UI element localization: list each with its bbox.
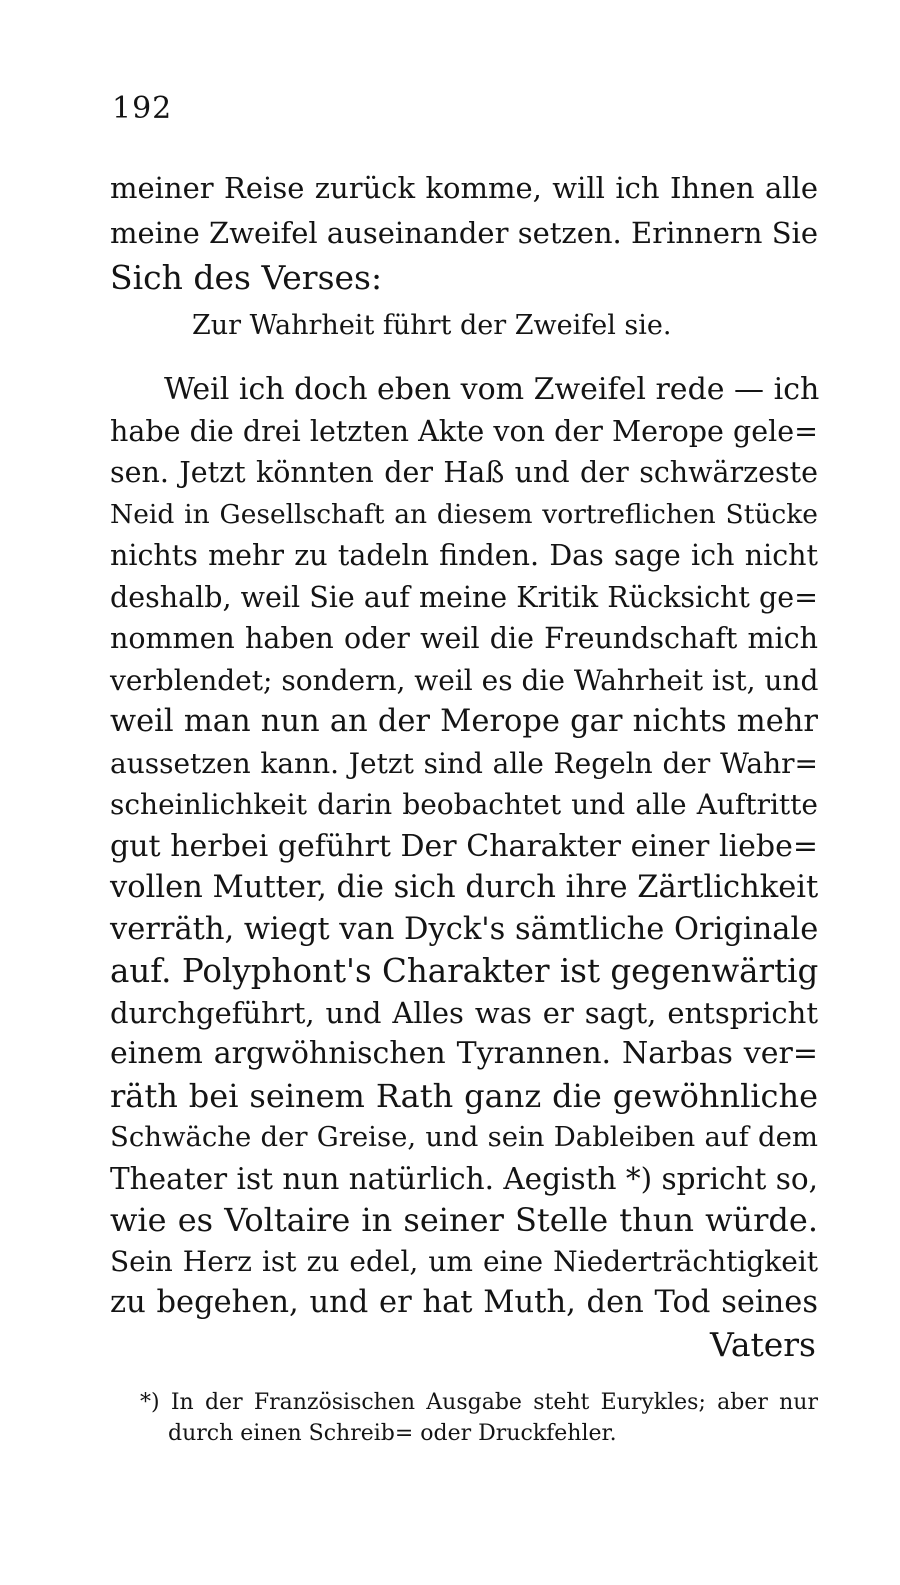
text-line: sen. Jetzt könnten der Haß und der schwärzeste: [110, 456, 818, 489]
verse-quote: Zur Wahrheit führt der Zweifel sie.: [192, 310, 672, 341]
text-line: habe die drei letzten Akte von der Merope gele=: [110, 415, 818, 448]
text-line: nichts mehr zu tadeln finden. Das sage ich nicht: [110, 539, 818, 572]
text-line: meine Zweifel auseinander setzen. Erinnern Sie: [110, 216, 818, 250]
catchword: Vaters: [710, 1325, 816, 1364]
text-line: räth bei seinem Rath ganz die gewöhnliche: [110, 1077, 818, 1115]
text-line: verblendet; sondern, weil es die Wahrheit ist, und: [110, 664, 819, 697]
text-line: einem argwöhnischen Tyrannen. Narbas ver=: [110, 1036, 818, 1071]
text-line: zu begehen, und er hat Muth, den Tod seines: [110, 1285, 818, 1320]
text-line: vollen Mutter, die sich durch ihre Zärtlichkeit: [110, 870, 819, 905]
text-line: Schwäche der Greise, und sein Dableiben auf dem: [110, 1121, 818, 1153]
text-line: aussetzen kann. Jetzt sind alle Regeln der Wahr=: [110, 747, 818, 780]
page-number: 192: [112, 91, 173, 126]
text-line: weil man nun an der Merope gar nichts mehr: [110, 704, 818, 739]
text-line: Sein Herz ist zu edel, um eine Niederträchtigkeit: [110, 1245, 818, 1278]
text-line: Sich des Verses:: [110, 258, 383, 297]
text-line: verräth, wiegt van Dyck's sämtliche Originale: [110, 912, 819, 947]
text-line: Theater ist nun natürlich. Aegisth *) spricht so,: [110, 1162, 819, 1196]
text-line: auf. Polyphont's Charakter ist gegenwärtig: [110, 952, 819, 990]
text-line: gut herbei geführt Der Charakter einer liebe=: [110, 829, 818, 864]
text-line: Weil ich doch eben vom Zweifel rede — ich: [164, 372, 820, 407]
text-line: meiner Reise zurück komme, will ich Ihnen alle: [110, 171, 818, 205]
footnote-line: *) In der Französischen Ausgabe steht Eurykles; aber nur: [140, 1390, 818, 1415]
text-line: deshalb, weil Sie auf meine Kritik Rücksicht ge=: [110, 581, 818, 614]
text-line: Neid in Gesellschaft an diesem vortreflichen Stücke: [110, 499, 818, 530]
text-line: scheinlichkeit darin beobachtet und alle Auftritte: [110, 788, 818, 821]
text-line: wie es Voltaire in seiner Stelle thun würde.: [110, 1201, 818, 1239]
footnote-line: durch einen Schreib= oder Druckfehler.: [168, 1421, 617, 1446]
text-line: nommen haben oder weil die Freundschaft mich: [110, 622, 818, 655]
text-line: durchgeführt, und Alles was er sagt, entspricht: [110, 996, 818, 1030]
